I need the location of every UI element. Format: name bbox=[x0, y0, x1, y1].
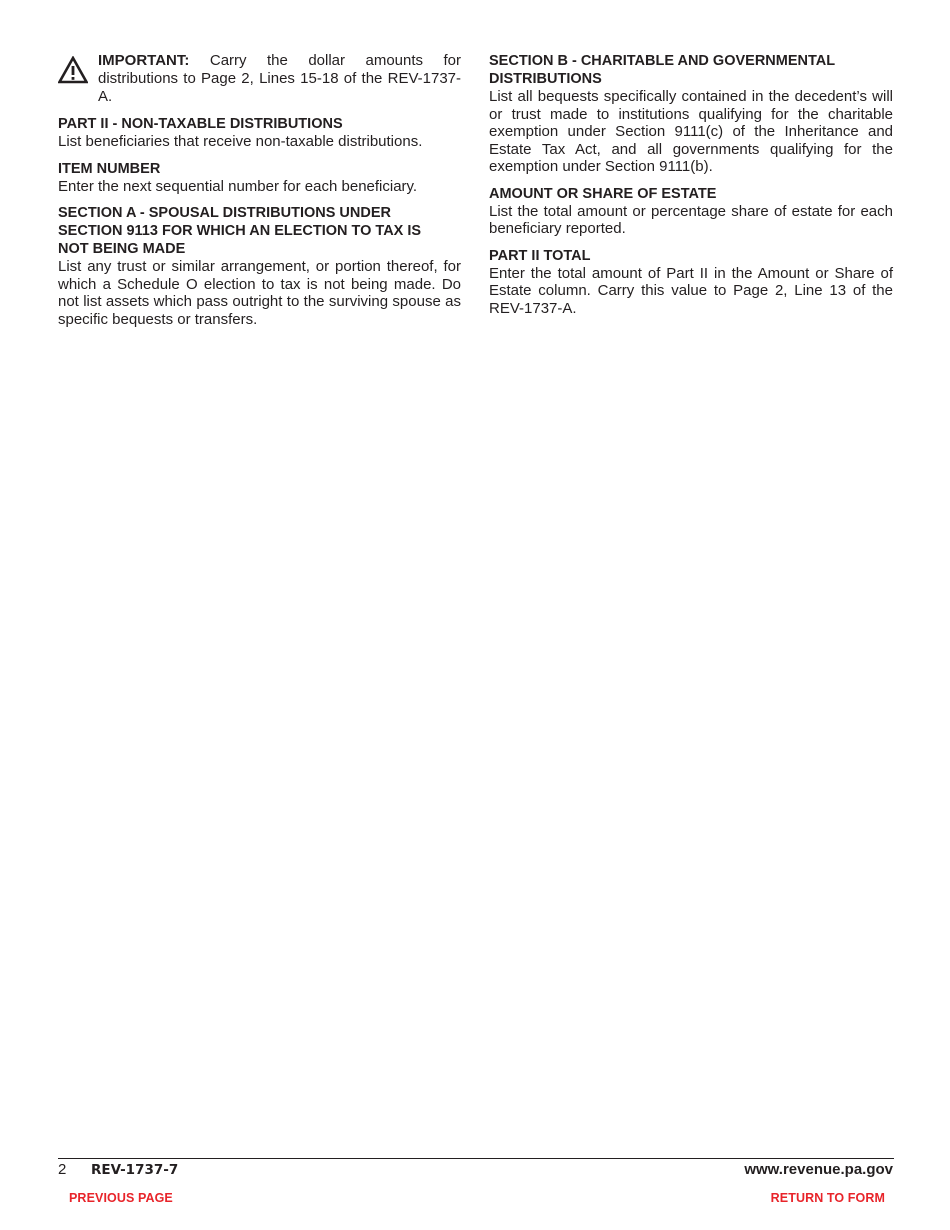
section-item-number bbox=[58, 160, 461, 196]
important-notice bbox=[58, 52, 461, 106]
section-heading: AMOUNT OR SHARE OF ESTATE bbox=[489, 185, 717, 202]
form-id: REV-1737-7 bbox=[91, 1162, 179, 1178]
previous-page-link[interactable]: PREVIOUS PAGE bbox=[69, 1191, 173, 1205]
return-to-form-link[interactable]: RETURN TO FORM bbox=[770, 1191, 885, 1205]
section-body: List the total amount or percentage share of estate for each beneficiary reported. bbox=[489, 202, 893, 237]
section-part-ii bbox=[58, 115, 461, 151]
section-b bbox=[489, 52, 893, 176]
right-column bbox=[489, 52, 893, 317]
important-lead: IMPORTANT: bbox=[98, 52, 190, 69]
website-link[interactable]: www.revenue.pa.gov bbox=[744, 1161, 893, 1178]
section-heading: SECTION B - CHARITABLE AND GOVERNMENTAL DISTRIBUTIONS bbox=[489, 53, 835, 87]
section-a bbox=[58, 204, 461, 328]
section-body: List any trust or similar arrangement, or portion thereof, for which a Schedule O election to tax is not being made. Do not list assets which pass outright to the surviving spouse as specific bequests or transfers. bbox=[58, 258, 461, 328]
section-heading: SECTION A - SPOUSAL DISTRIBUTIONS UNDER SECTION 9113 FOR WHICH AN ELECTION TO TAX IS NOT BEING MADE bbox=[58, 205, 422, 257]
section-body: Enter the next sequential number for each beneficiary. bbox=[58, 177, 418, 195]
section-heading: PART II - NON-TAXABLE DISTRIBUTIONS bbox=[58, 116, 343, 132]
left-column bbox=[58, 52, 461, 328]
section-body: List beneficiaries that receive non-taxable distributions. bbox=[58, 133, 423, 150]
footer-divider bbox=[58, 1158, 894, 1159]
warning-icon bbox=[58, 56, 88, 84]
section-heading: ITEM NUMBER bbox=[58, 160, 161, 177]
section-heading: PART II TOTAL bbox=[489, 247, 591, 264]
section-part-ii-total bbox=[489, 247, 893, 318]
page-number: 2 bbox=[58, 1161, 67, 1178]
section-amount-share bbox=[489, 185, 893, 238]
section-body: Enter the total amount of Part II in the Amount or Share of Estate column. Carry this value to Page 2, Line 13 of the REV-1737-A. bbox=[489, 264, 893, 317]
important-text: Carry the dollar amounts for distributions to Page 2, Lines 15-18 of the REV-1737-A. bbox=[98, 52, 461, 105]
section-body: List all bequests specifically contained in the decedent’s will or trust made to institutions qualifying for the charitable exemption under Section 9111(c) of the Inheritance and Estate Tax Act, and all governments qualifying for the exemption under Section 9111(b). bbox=[489, 88, 893, 175]
